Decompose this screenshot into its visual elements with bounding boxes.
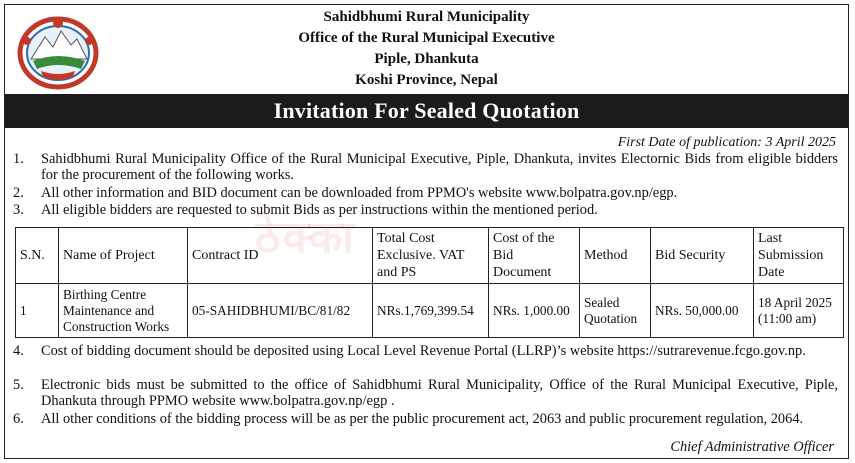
item-text: Sahidbhumi Rural Municipality Office of the Rural Municipal Executive, Piple, Dhankuta, invites Electornic Bids from eligible bidders for the procurement of the following works. xyxy=(41,151,838,183)
col-header: S.N. xyxy=(16,228,59,284)
signature: Chief Administrative Officer xyxy=(670,439,834,455)
item-text: All other conditions of the bidding process will be as per the public procurement act, 2063 and public procurement regulation, 2064. xyxy=(41,411,804,427)
table-header-row xyxy=(16,228,844,284)
item-text: All eligible bidders are requested to submit Bids as per instructions within the mentioned period. xyxy=(41,202,598,218)
list-item xyxy=(13,411,838,427)
table-cell: 05-SAHIDBHUMI/BC/81/82 xyxy=(188,284,373,338)
item-text: Electronic bids must be submitted to the office of Sahidbhumi Rural Municipality, Office of the Rural Municipal Executive, Piple, Dhankuta through PPMO website www.bolpatra.gov.np/egp . xyxy=(41,377,838,409)
list-item xyxy=(13,185,838,201)
col-header: Method xyxy=(580,228,651,284)
watermark-icon: ठेक्का xyxy=(255,212,356,263)
publication-date: First Date of publication: 3 April 2025 xyxy=(617,135,836,150)
item-text: Cost of bidding document should be deposited using Local Level Revenue Portal (LLRP)’s website https://sutrarevenue.fcgo.gov.np. xyxy=(41,343,806,359)
col-header: Name of Project xyxy=(59,228,188,284)
table-cell: NRs.1,769,399.54 xyxy=(373,284,489,338)
table-cell: NRs. 1,000.00 xyxy=(489,284,580,338)
address-line: Piple, Dhankuta xyxy=(374,51,479,67)
col-header: Bid Security xyxy=(651,228,754,284)
list-item xyxy=(13,377,838,409)
list-item xyxy=(13,151,838,183)
item-number: 4. xyxy=(13,343,24,359)
table-row xyxy=(16,284,844,338)
item-number: 2. xyxy=(13,185,24,201)
item-number: 6. xyxy=(13,411,24,427)
table-cell: NRs. 50,000.00 xyxy=(651,284,754,338)
organization-block xyxy=(5,7,848,91)
notice-header xyxy=(5,5,848,95)
notice-title: Invitation For Sealed Quotation xyxy=(5,94,848,128)
province-line: Koshi Province, Nepal xyxy=(355,72,498,88)
item-text: All other information and BID document can be downloaded from PPMO's website www.bolpatra.gov.np/egp. xyxy=(41,185,678,201)
table-cell: 18 April 2025 (11:00 am) xyxy=(754,284,844,338)
list-item xyxy=(13,202,838,218)
works-table xyxy=(15,227,844,338)
table-cell: 1 xyxy=(16,284,59,338)
col-header: Total Cost Exclusive. VAT and PS xyxy=(373,228,489,284)
org-name: Sahidbhumi Rural Municipality xyxy=(323,9,530,25)
notice-frame xyxy=(4,4,849,459)
item-number: 5. xyxy=(13,377,24,393)
item-number: 1. xyxy=(13,151,24,167)
office-name: Office of the Rural Municipal Executive xyxy=(298,30,555,46)
table-cell: Sealed Quotation xyxy=(580,284,651,338)
col-header: Cost of the Bid Document xyxy=(489,228,580,284)
col-header: Last Submission Date xyxy=(754,228,844,284)
table-cell: Birthing Centre Maintenance and Construction Works xyxy=(59,284,188,338)
col-header: Contract ID xyxy=(188,228,373,284)
item-number: 3. xyxy=(13,202,24,218)
list-item xyxy=(13,343,838,359)
